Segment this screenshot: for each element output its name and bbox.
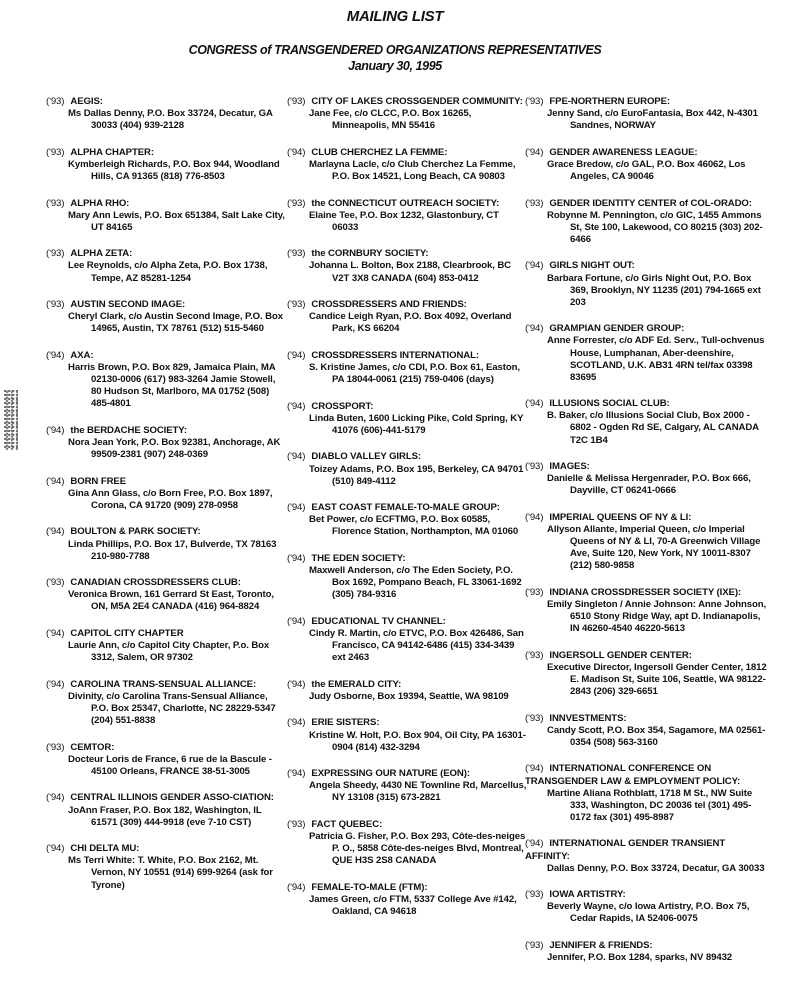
membership-year: ('94): [525, 511, 544, 523]
contact-details: Grace Bredow, c/o GAL, P.O. Box 46062, Los Angeles, CA 90046: [547, 158, 746, 182]
membership-year: ('93): [46, 197, 65, 209]
contact-details: Jenny Sand, c/o EuroFantasia, Box 442, N-4301 Sandnes, NORWAY: [547, 108, 758, 132]
contact-details: Harris Brown, P.O. Box 829, Jamaica Plain, MA 02130-0006 (617) 983-3264 Jamie Stowell, 80 Hudson St, Marlboro, MA 01752 (508) 485-4801: [68, 362, 276, 410]
organization-name: ERIE SISTERS:: [311, 717, 380, 729]
membership-year: ('94): [46, 678, 65, 690]
contact-details: Nora Jean York, P.O. Box 92381, Anchorage, AK 99509-2381 (907) 248-0369: [68, 436, 281, 461]
membership-year: ('94): [287, 615, 306, 627]
entry-heading: [525, 838, 770, 862]
list-item: [287, 819, 527, 867]
organization-name: EDUCATIONAL TV CHANNEL:: [311, 615, 446, 627]
organization-heading: CONGRESS of TRANSGENDERED ORGANIZATIONS REPRESENTATIVES: [188, 43, 602, 57]
membership-year: ('94): [287, 881, 306, 893]
contact-details: S. Kristine James, c/o CDI, P.O. Box 61, Easton, PA 18044-0061 (215) 759-0406 (days): [309, 362, 520, 386]
entry-heading: [525, 461, 770, 473]
column-3: [525, 96, 770, 979]
entry-heading: [287, 553, 527, 565]
entry-heading: [46, 628, 286, 640]
membership-year: ('93): [46, 741, 65, 753]
organization-name: CAPITOL CITY CHAPTER: [70, 628, 184, 639]
entry-heading: [46, 198, 286, 210]
contact-details: Jennifer, P.O. Box 1284, sparks, NV 89432: [547, 952, 733, 964]
entry-heading: [525, 96, 770, 108]
contact-details: Angela Sheedy, 4430 NE Townline Rd, Marcellus, NY 13108 (315) 673-2821: [309, 780, 527, 804]
membership-year: ('94): [46, 526, 65, 538]
document-date: January 30, 1995: [348, 59, 442, 73]
list-item: [46, 628, 286, 664]
membership-year: ('94): [287, 553, 306, 565]
contact-details: Jane Fee, c/o CLCC, P.O. Box 16265, Minneapolis, MN 55416: [309, 108, 472, 132]
membership-year: ('94): [287, 349, 306, 361]
membership-year: ('94): [525, 398, 544, 410]
entry-heading: [525, 587, 770, 599]
contact-details: Ms Terri White: T. White, P.O. Box 2162, Mt. Vernon, NY 10551 (914) 699-9264 (ask for Tyrone): [68, 855, 273, 891]
column-1: [46, 96, 286, 906]
organization-name: the BERDACHE SOCIETY:: [70, 424, 187, 436]
entry-heading: [46, 248, 286, 260]
organization-name: DIABLO VALLEY GIRLS:: [311, 451, 421, 463]
entry-heading: [287, 882, 527, 894]
organization-name: AEGIS:: [70, 96, 103, 107]
list-item: [525, 398, 770, 446]
organization-name: GENDER AWARENESS LEAGUE:: [549, 146, 698, 158]
membership-year: ('94): [46, 349, 65, 361]
list-item: [46, 248, 286, 284]
membership-year: ('94): [46, 843, 65, 855]
contact-details: Candice Leigh Ryan, P.O. Box 4092, Overland Park, KS 66204: [309, 311, 512, 335]
list-item: [525, 838, 770, 874]
entry-heading: [287, 350, 527, 362]
organization-name: INGERSOLL GENDER CENTER:: [549, 649, 692, 661]
organization-name: BORN FREE: [70, 475, 127, 487]
entry-heading: [287, 401, 527, 413]
membership-year: ('93): [525, 939, 544, 951]
organization-name: CITY OF LAKES CROSSGENDER COMMUNITY:: [311, 96, 523, 107]
organization-name: ALPHA RHO:: [70, 197, 130, 209]
entry-heading: [287, 819, 527, 831]
entry-heading: [525, 398, 770, 410]
membership-year: ('93): [525, 649, 544, 661]
contact-details: Anne Forrester, c/o ADF Ed. Serv., Tull-ochvenus House, Lumphanan, Aber-deenshire, SCOTLAND, U.K. AB31 4RN tel/fax 03398 83695: [547, 335, 765, 383]
organization-name: IMAGES:: [549, 461, 590, 473]
organization-name: BOULTON & PARK SOCIETY:: [70, 526, 201, 538]
contact-details: Martine Aliana Rothblatt, 1718 M St., NW Suite 333, Washington, DC 20036 tel (301) 495-0172 fax (301) 495-8987: [547, 787, 753, 823]
list-item: [525, 713, 770, 749]
list-item: [525, 512, 770, 572]
list-item: [46, 742, 286, 778]
organization-name: JENNIFER & FRIENDS:: [549, 939, 653, 951]
contact-details: Toizey Adams, P.O. Box 195, Berkeley, CA 94701 (510) 849-4112: [309, 463, 524, 487]
contact-details: Executive Director, Ingersoll Gender Center, 1812 E. Madison St, Suite 106, Seattle, WA 98122-2843 (206) 329-6651: [547, 661, 767, 698]
organization-name: AXA:: [70, 349, 94, 361]
list-item: [46, 679, 286, 727]
contact-details: James Green, c/o FTM, 5337 College Ave #142, Oakland, CA 94618: [309, 894, 517, 918]
entry-heading: [525, 713, 770, 725]
entry-heading: [46, 792, 286, 804]
contact-details: Kristine W. Holt, P.O. Box 904, Oil City, PA 16301-0904 (814) 432-3294: [309, 729, 526, 753]
membership-year: ('93): [525, 197, 544, 209]
organization-name: CANADIAN CROSSDRESSERS CLUB:: [70, 577, 241, 589]
entry-heading: [525, 147, 770, 159]
organization-name: INNVESTMENTS:: [549, 712, 627, 724]
contact-details: Gina Ann Glass, c/o Born Free, P.O. Box 1897, Corona, CA 91720 (909) 278-0958: [68, 487, 273, 511]
list-item: [287, 502, 527, 538]
membership-year: ('93): [287, 197, 306, 209]
membership-year: ('94): [46, 475, 65, 487]
membership-year: ('94): [287, 502, 306, 514]
organization-name: GRAMPIAN GENDER GROUP:: [549, 323, 685, 335]
list-item: [46, 843, 286, 891]
entry-heading: [525, 260, 770, 272]
list-item: [287, 96, 527, 132]
list-item: [46, 198, 286, 234]
column-2: [287, 96, 527, 933]
entry-heading: [287, 147, 527, 159]
list-item: [46, 577, 286, 613]
entry-heading: [287, 248, 527, 260]
list-item: [525, 461, 770, 497]
organization-name: IOWA ARTISTRY:: [549, 889, 626, 901]
list-item: [287, 451, 527, 487]
membership-year: ('94): [287, 678, 306, 690]
list-item: [287, 147, 527, 183]
list-item: [525, 260, 770, 308]
organization-name: CLUB CHERCHEZ LA FEMME:: [311, 146, 448, 158]
entry-heading: [46, 526, 286, 538]
contact-details: Ms Dallas Denny, P.O. Box 33724, Decatur, GA 30033 (404) 939-2128: [68, 108, 273, 132]
document-subtitle: [0, 42, 790, 74]
contact-details: Robynne M. Pennington, c/o GIC, 1455 Ammons St, Ste 100, Lakewood, CO 80215 (303) 202-6466: [547, 209, 763, 245]
organization-name: CROSSPORT:: [311, 400, 374, 412]
organization-name: EXPRESSING OUR NATURE (EON):: [311, 768, 470, 780]
entry-heading: [287, 502, 527, 514]
membership-year: ('93): [525, 586, 544, 598]
contact-details: Lee Reynolds, c/o Alpha Zeta, P.O. Box 1738, Tempe, AZ 85281-1254: [68, 260, 268, 284]
entry-heading: [46, 476, 286, 488]
membership-year: ('94): [525, 838, 544, 850]
contact-details: Beverly Wayne, c/o Iowa Artistry, P.O. Box 75, Cedar Rapids, IA 52406-0075: [547, 901, 750, 925]
entry-heading: [525, 889, 770, 901]
membership-year: ('93): [525, 96, 544, 107]
entry-heading: [287, 717, 527, 729]
entry-heading: [46, 742, 286, 754]
membership-year: ('93): [46, 577, 65, 589]
membership-year: ('94): [287, 146, 306, 158]
entry-heading: [525, 763, 770, 787]
contact-details: Cheryl Clark, c/o Austin Second Image, P.O. Box 14965, Austin, TX 78761 (512) 515-5460: [68, 311, 283, 335]
scan-smudge: [4, 390, 18, 450]
membership-year: ('94): [287, 451, 306, 463]
list-item: [46, 350, 286, 410]
organization-name: THE EDEN SOCIETY:: [311, 553, 406, 565]
contact-details: Elaine Tee, P.O. Box 1232, Glastonbury, CT 06033: [309, 209, 499, 233]
list-item: [46, 526, 286, 562]
organization-name: the EMERALD CITY:: [311, 678, 402, 690]
list-item: [525, 96, 770, 132]
list-item: [525, 323, 770, 383]
contact-details: Linda Phillips, P.O. Box 17, Bulverde, TX 78163 210-980-7788: [68, 538, 277, 562]
list-item: [287, 616, 527, 664]
contact-details: Judy Osborne, Box 19394, Seattle, WA 98109: [309, 690, 509, 702]
contact-details: Veronica Brown, 161 Gerrard St East, Toronto, ON, M5A 2E4 CANADA (416) 964-8824: [68, 589, 274, 613]
membership-year: ('94): [46, 792, 65, 804]
list-item: [46, 96, 286, 132]
entry-heading: [287, 679, 527, 691]
list-item: [525, 198, 770, 246]
list-item: [287, 717, 527, 753]
contact-details: Johanna L. Bolton, Box 2188, Clearbrook, BC V2T 3X8 CANADA (604) 853-0412: [309, 260, 512, 284]
organization-name: the CORNBURY SOCIETY:: [311, 248, 429, 260]
list-item: [287, 553, 527, 601]
entry-heading: [525, 650, 770, 662]
list-item: [46, 476, 286, 512]
organization-name: FACT QUEBEC:: [311, 819, 383, 831]
membership-year: ('93): [525, 889, 544, 901]
organization-name: GIRLS NIGHT OUT:: [549, 260, 635, 272]
list-item: [287, 679, 527, 703]
contact-details: Barbara Fortune, c/o Girls Night Out, P.O. Box 369, Brooklyn, NY 11235 (201) 794-1665 ext 203: [547, 272, 761, 308]
entry-heading: [46, 147, 286, 159]
list-item: [46, 147, 286, 183]
organization-name: CROSSDRESSERS AND FRIENDS:: [311, 299, 467, 311]
organization-name: ALPHA ZETA:: [70, 248, 133, 260]
entry-heading: [46, 843, 286, 855]
contact-details: Emily Singleton / Annie Johnson: Anne Johnson, 6510 Stony Ridge Way, apt D. Indianapolis, IN 46260-4540 46220-5613: [547, 599, 767, 635]
organization-name: ALPHA CHAPTER:: [70, 146, 154, 158]
membership-year: ('93): [46, 299, 65, 311]
contact-details: Kymberleigh Richards, P.O. Box 944, Woodland Hills, CA 91365 (818) 776-8503: [68, 158, 280, 182]
list-item: [46, 299, 286, 335]
entry-heading: [525, 198, 770, 210]
entry-heading: [46, 679, 286, 691]
organization-name: GENDER IDENTITY CENTER of COL-ORADO:: [549, 197, 752, 209]
membership-year: ('94): [287, 717, 306, 729]
contact-details: Linda Buten, 1600 Licking Pike, Cold Spring, KY 41076 (606)-441-5179: [309, 412, 524, 436]
membership-year: ('93): [525, 712, 544, 724]
membership-year: ('94): [525, 323, 544, 335]
entry-heading: [287, 451, 527, 463]
entry-heading: [525, 512, 770, 524]
entry-heading: [287, 198, 527, 210]
list-item: [287, 401, 527, 437]
entry-heading: [525, 323, 770, 335]
organization-name: INDIANA CROSSDRESSER SOCIETY (IXE):: [549, 586, 742, 598]
membership-year: ('93): [287, 96, 306, 107]
list-item: [287, 248, 527, 284]
organization-name: AUSTIN SECOND IMAGE:: [70, 299, 186, 311]
list-item: [287, 299, 527, 335]
list-item: [287, 198, 527, 234]
organization-name: EAST COAST FEMALE-TO-MALE GROUP:: [311, 502, 500, 514]
membership-year: ('94): [525, 763, 544, 775]
entry-heading: [287, 616, 527, 628]
entry-heading: [46, 350, 286, 362]
organization-name: the CONNECTICUT OUTREACH SOCIETY:: [311, 197, 500, 209]
list-item: [46, 792, 286, 828]
contact-details: B. Baker, c/o Illusions Social Club, Box 2000 - 6802 - Ogden Rd SE, Calgary, AL CANADA T2C 1B4: [547, 410, 759, 446]
organization-name: IMPERIAL QUEENS OF NY & LI:: [549, 511, 692, 523]
organization-name: ILLUSIONS SOCIAL CLUB:: [549, 398, 670, 410]
list-item: [287, 882, 527, 918]
entry-heading: [287, 768, 527, 780]
contact-details: Allyson Allante, Imperial Queen, c/o Imperial Queens of NY & LI, 70-A Greenwich Village Ave, Suite 120, New York, NY 10011-8307 (212) 580-9858: [547, 524, 761, 572]
organization-name: CHI DELTA MU:: [70, 843, 140, 855]
list-item: [525, 940, 770, 964]
contact-details: Patricia G. Fisher, P.O. Box 293, Côte-des-neiges P. O., 5858 Côte-des-neiges Blvd, Montreal, QUE H3S 2S8 CANADA: [309, 831, 526, 867]
entry-heading: [46, 425, 286, 437]
list-item: [525, 763, 770, 823]
membership-year: ('94): [525, 260, 544, 272]
membership-year: ('94): [525, 146, 544, 158]
list-item: [525, 650, 770, 698]
organization-name: FPE-NORTHERN EUROPE:: [549, 96, 670, 107]
contact-details: Candy Scott, P.O. Box 354, Sagamore, MA 02561-0354 (508) 563-3160: [547, 724, 766, 748]
membership-year: ('93): [287, 248, 306, 260]
organization-name: INTERNATIONAL GENDER TRANSIENT AFFINITY:: [525, 838, 726, 862]
contact-details: Mary Ann Lewis, P.O. Box 651384, Salt Lake City, UT 84165: [68, 209, 285, 233]
organization-name: INTERNATIONAL CONFERENCE ON TRANSGENDER LAW & EMPLOYMENT POLICY:: [525, 763, 741, 787]
list-item: [287, 768, 527, 804]
entry-heading: [525, 940, 770, 952]
contact-details: Cindy R. Martin, c/o ETVC, P.O. Box 426486, San Francisco, CA 94142-6486 (415) 334-3439 ext 2463: [309, 628, 524, 664]
organization-name: CENTRAL ILLINOIS GENDER ASSO-CIATION:: [70, 792, 274, 804]
organization-name: CEMTOR:: [70, 741, 115, 753]
page-title: MAILING LIST: [346, 8, 444, 25]
entry-heading: [46, 577, 286, 589]
contact-details: Bet Power, c/o ECFTMG, P.O. Box 60585, Florence Station, Northampton, MA 01060: [309, 514, 519, 538]
organization-name: FEMALE-TO-MALE (FTM):: [311, 881, 428, 893]
membership-year: ('94): [287, 400, 306, 412]
contact-details: Maxwell Anderson, c/o The Eden Society, P.O. Box 1692, Pompano Beach, FL 33061-1692 (305) 784-9316: [309, 565, 522, 601]
membership-year: ('94): [46, 424, 65, 436]
list-item: [525, 147, 770, 183]
list-item: [525, 889, 770, 925]
membership-year: ('93): [46, 248, 65, 260]
organization-name: CROSSDRESSERS INTERNATIONAL:: [311, 349, 479, 361]
contact-details: Danielle & Melissa Hergenrader, P.O. Box 666, Dayville, CT 06241-0666: [547, 473, 751, 497]
membership-year: ('94): [46, 628, 65, 639]
membership-year: ('93): [287, 819, 306, 831]
entry-heading: [287, 96, 527, 108]
organization-name: CAROLINA TRANS-SENSUAL ALLIANCE:: [70, 678, 257, 690]
membership-year: ('93): [46, 146, 65, 158]
membership-year: ('93): [525, 461, 544, 473]
entry-heading: [46, 96, 286, 108]
contact-details: Dallas Denny, P.O. Box 33724, Decatur, GA 30033: [547, 862, 765, 874]
membership-year: ('94): [287, 768, 306, 780]
list-item: [46, 425, 286, 461]
list-item: [287, 350, 527, 386]
membership-year: ('93): [46, 96, 65, 107]
entry-heading: [46, 299, 286, 311]
entry-heading: [287, 299, 527, 311]
membership-year: ('93): [287, 299, 306, 311]
contact-details: Marlayna Lacle, c/o Club Cherchez La Femme, P.O. Box 14521, Long Beach, CA 90803: [309, 158, 516, 182]
contact-details: Divinity, c/o Carolina Trans-Sensual Alliance, P.O. Box 25347, Charlotte, NC 28229-5347 (204) 551-8838: [68, 690, 276, 727]
contact-details: JoAnn Fraser, P.O. Box 182, Washington, IL 61571 (309) 444-9918 (eve 7-10 CST): [68, 804, 262, 828]
contact-details: Docteur Loris de France, 6 rue de la Bascule - 45100 Orleans, FRANCE 38-51-3005: [68, 753, 272, 777]
list-item: [525, 587, 770, 635]
contact-details: Laurie Ann, c/o Capitol City Chapter, P.o. Box 3312, Salem, OR 97302: [68, 640, 270, 664]
